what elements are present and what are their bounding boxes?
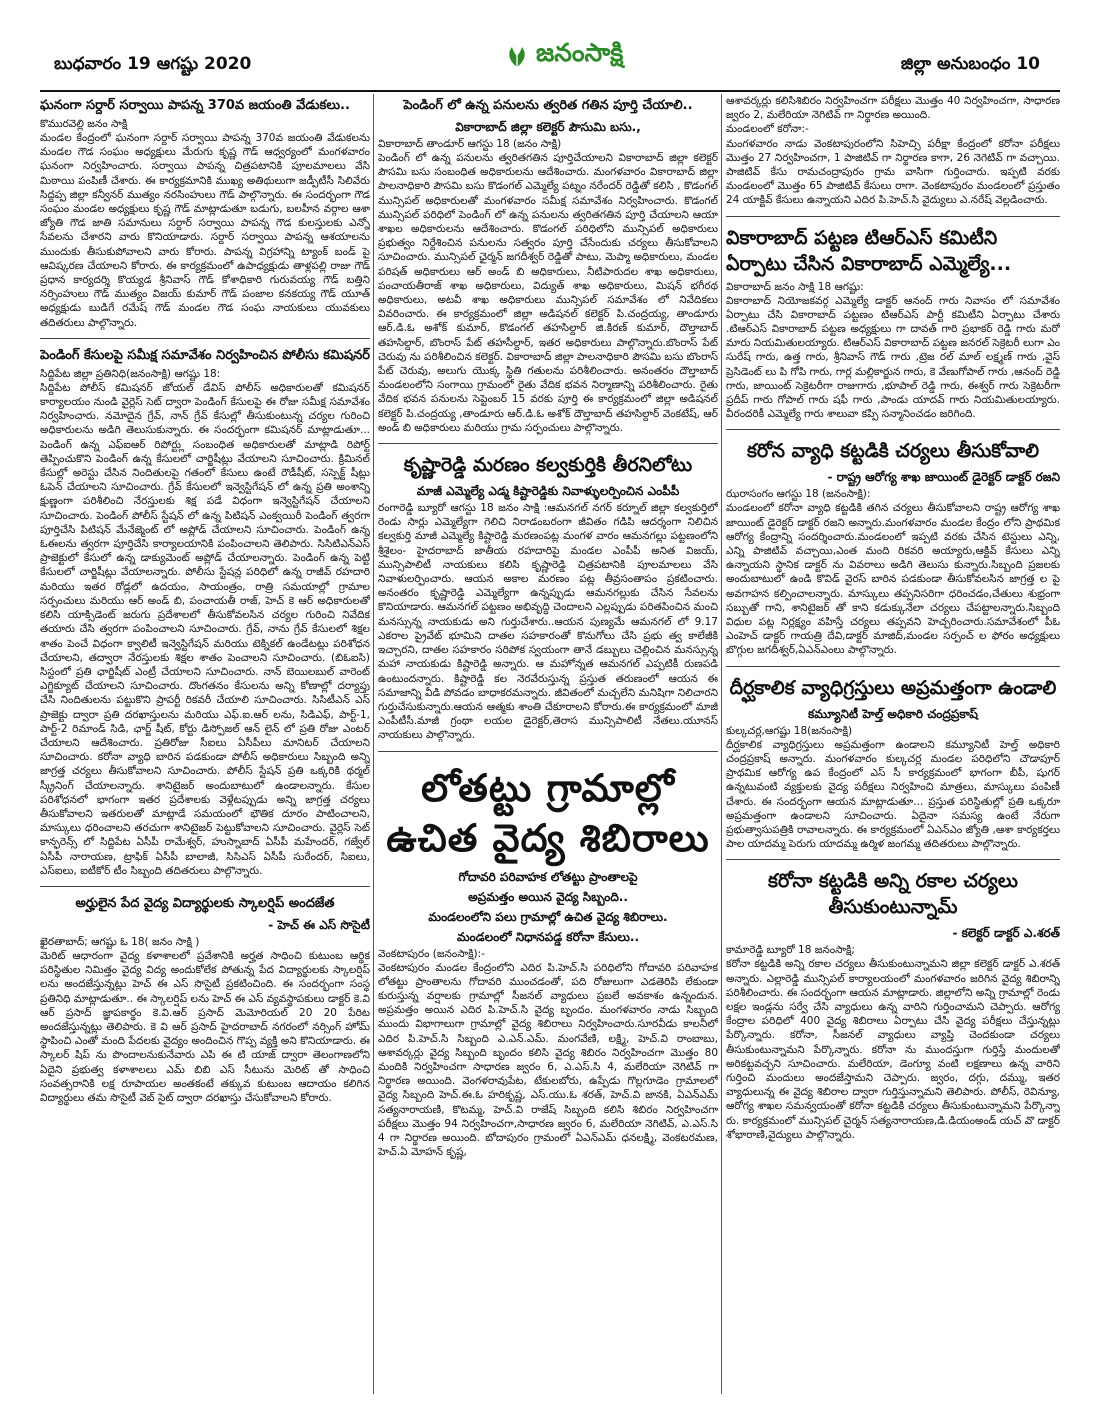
article-byline: - హెచ్ ఈ ఎస్ సొసైటీ xyxy=(268,917,370,932)
column-rule xyxy=(721,94,722,1394)
article-body: మండల కేంద్రంలో ఘనంగా సర్దార్ సర్వాయి పాపన్న 370వ జయంతి వేడుకలను మండల గౌడ సంఘం అధ్యక్షులు మేరుగు కృష్ణ గౌడ్ ఆధ్వర్యంలో మంగళవారం ఘనంగా నిర్వహించారు. సర్వాయి పాపన్న చిత్రపటానికి పూలమాలలు వేసి మిఠాయి పంపిణీ చేశారు. ఈ కార్యక్రమానికి ముఖ్య అతిథులుగా జడ్పీటీసీ సిలివేరు సిద్దప్ప జిల్లా కన్వీనర్ ముత్యం నరసింహులు గౌడ్ పాల్గొన్నారు. ఈ సందర్భంగా గౌడ సంఘం మండల అధ్యక్షులు కృష్ణ గౌడ్ మాట్లాడుతూ బడుగు, బలహీన వర్గాల ఆశా జ్యోతి గౌడ జాతి సమానులు సర్దార్ సర్వాయి పాపన్న గౌడ కులస్తులకు ఎన్నో సేవలను చేశారని వారు కొనియాడారు. సర్దార్ సర్వాయి పాపన్న ఆశయాలను ముందుకు తీసుకుపోవాలని వారు కోరారు. పాపన్న విగ్రహాన్ని ట్యాంక్ బండ్ పై ఆవిష్కరణ చేయాలని కోరారు. ఈ కార్యక్రమంలో ఉపాధ్యక్షుడు తాళ్లపల్లి రాజు గౌడ్ ప్రధాన కార్యదర్శి కొయ్యడ శ్రీనివాస్ గౌడ్ కోశాధికారి గురువయ్య గౌడ్ బత్తిని నర్సింహులు గౌడ్ ముత్యం విజయ్ కుమార్ గౌడ్ పంజాల కనకయ్య గౌడ్ యూత్ అధ్యక్షుడు బుడిగే రమేష్ గౌడ్ మండల గౌడ సంఘ నాయకులు యువకులు తదితరులు పాల్గొన్నారు. xyxy=(40,132,370,329)
article-divider xyxy=(726,859,1060,860)
article-body: రంగారెడ్డి బ్యూరో ఆగస్టు 18 జనం సాక్షి :ఆమనగల్ నగర్ కర్నూల్ జిల్లా కల్వకుర్తిలో రెండు సార్లు ఎమ్మెల్యేగా గెలిచి నిరాడంబరంగా జీవితం గడిపి ఆదర్శంగా నిలిచిన కల్వకుర్తి మాజీ ఎమ్మెల్యే కిష్టారెడ్డి మరణంపట్ల మంగళ వారం ఆమనగల్లు పట్టణంలోని శ్రీశైలం- హైదరాబాద్ జాతీయ రహదారిపై మండల ఎంపీపీ అనిత విజయ్, మున్సిపాలిటీ నాయకులు కలిసి కృష్ణారెడ్డి చిత్రపటానికి పూలమాలలు వేసి నివాళులర్పించారు. ఆయన అకాల మరణం పట్ల తీవ్రసంతాపం ప్రకటించారు. అనంతరం కృష్ణారెడ్డి ఎమ్మెల్యేగా ఉన్నప్పుడు ఆమనగల్లుకు చేసిన సేవలను కొనియాడారు. ఆమనగల్ పట్టణం అభివృద్ధి చెందాలని ఎల్లప్పుడు పరితపించిన మంచి మనస్సున్న నాయకుడు అని గుర్తుచేశారు..ఆయన పుణ్యమే ఆమనగల్ లో 9.17 ఎకరాల ప్రైవేట్ భూమిని దాతల సహకారంతో కొనుగోలు చేసి ప్రభు త్వ కాలేజీకి ఇచ్చారని, దాతల సహకారం సరిపోక స్వయంగా తానే డబ్బులు చెల్లించిన మనస్సున్న మహా నాయకుడు కిష్టారెడ్డి అన్నారు. ఆ మహోన్నత ఆమనగల్ ఎప్పటికీ రుణపడి ఉంటుందన్నారు. కిష్టారెడ్డి కల నెరవేరుస్తున్న ప్రస్తుత తరుణంలో ఆయన ఈ సమాజాన్ని వీడి పోవడం బాధాకరమన్నారు. జీవితంలో మచ్చలేని మనిషిగా నిలిచారని గుర్తుచేసుకున్నారు.ఆయన ఆత్మకు శాంతి చేకూరాలని కోరారు.ఈ కార్యక్రమంలో మాజీ ఎంపీటీసీ.మాజీ గ్రంథా లయల డైరెక్టర్,తెరాస మున్సిపాలిటీ నేతలు.యూనస్ నాయకులు పాల్గొన్నారు. xyxy=(378,502,718,742)
article-divider xyxy=(726,429,1060,430)
article-subhead: కమ్యూనిటీ హెల్త్ అధికారి చంద్రప్రకాష్ xyxy=(808,706,978,721)
article-headline: కరోనా కట్టడికి అన్ని రకాల చర్యలు తీసుకుంటున్నామ్ xyxy=(768,870,1018,919)
article-byline: - రాష్ట్ర ఆరోగ్య శాఖ జాయింట్ డైరెక్టర్ డాక్టర్ రజని xyxy=(827,470,1060,485)
article-headline: కరోన వ్యాధి కట్టడికి చర్యలు తీసుకోవాలి xyxy=(746,440,1040,463)
article-body: దీర్ఘకాలిక వ్యాధిగ్రస్తులు అప్రమత్తంగా ఉండాలని కమ్యూనిటీ హెల్త్ అధికారి చంద్రప్రకాష్ అన్నారు. మంగళవారం కుల్కచర్ల మండల పరిధిలోని చౌడాపూర్ ప్రాథమిక ఆరోగ్య ఉప కేంద్రంలో ఎస్ సీ కార్యక్రమంలో భాగంగా బీపీ, షుగర్ ఉన్నటువంటి వ్యక్తులకు వైద్య పరీక్షలు నిర్వహించి మాత్రలు, మాస్కులు పంపిణీ చేశారు. ఈ సందర్భంగా ఆయన మాట్లాడుతూ... ప్రస్తుత పరిస్థితుల్లో ప్రతి ఒక్కరూ అప్రమత్తంగా ఉండాలని సూచించారు. ఏదైనా సమస్య ఉంటే నేరుగా ప్రభుత్వాసుపత్రికి రావాలన్నారు. ఈ కార్యక్రమంలో ఏఎన్ఎం జ్యోతి ,ఆశా కార్యకర్తలు పాల యాదమ్మ పెరుగు యాదమ్మ ఉర్మిళ జంగమ్మ తదితరులు పాల్గొన్నారు. xyxy=(726,738,1060,851)
article-pending-works xyxy=(378,94,718,435)
article-trs-committee xyxy=(726,222,1060,422)
article-police-review xyxy=(40,344,370,878)
article-headline: పెండింగ్ లో ఉన్న పనులను త్వరిత గతిన పూర్తి చేయాలి.. xyxy=(403,98,693,113)
article-dateline: కొమురవెల్లి జనం సాక్షి xyxy=(40,118,128,130)
banner-headline xyxy=(378,757,718,867)
article-dateline: కుల్కచర్ల,ఆగష్టు 18(జనంసాక్షి) xyxy=(726,724,853,737)
article-krishna-reddy xyxy=(378,449,718,742)
banner-line-1: లోతట్టు గ్రామాల్లో xyxy=(421,765,675,810)
newspaper-logo xyxy=(504,38,623,74)
article-corona-control xyxy=(726,435,1060,657)
article-dateline: సిద్దిపేట జిల్లా ప్రతినిధి(జనంసాక్షి) ఆగష్టు 18: xyxy=(40,367,221,380)
logo-text: జనంసాక్షి xyxy=(536,38,624,67)
leaf-logo-icon xyxy=(504,43,530,69)
column-rule xyxy=(373,94,374,1394)
article-body: మంగళవారం నాడు వెంకటాపురంలోని సిహెచ్సి పరీక్షా కేంద్రంలో కరోనా పరీక్షలు మొత్తం 27 నిర్వహించగా, 1 పాజిటివ్ గా నిర్థారణ కాగా, 26 నెగెటివ్ గా వచ్చాయి. పాజిటివ్ కేసు రామచంద్రాపురం గ్రామ వాసిగా గుర్తించారు. ఇప్పటి వరకు మండలంలో మొత్తం 65 పాజిటివ్ కేసులు రాగా. వెంకటాపురం మండలంలో ప్రస్తుతం 24 యాక్టివ్ కేసులు ఉన్నాయని ఎదిర పి.హెచ్.సి వైద్యులు ఎ.నరేష్ వెల్లడించారు. xyxy=(726,137,1060,207)
article-body: సిద్దిపేట పోలీస్ కమిషనర్ జోయల్ డేవిస్ పోలీస్ అధికారులతో కమిషనర్ కార్యాలయం నుండి వైర్లెస్ సెట్ ద్వారా పెండింగ్ కేసులపై ఈ రోజు సమీక్ష సమావేశం నిర్వహించారు. నమోదైన గ్రేవ్, నాన్ గ్రేవ్ కేసుల్లో తీసుకుంటున్న చర్యల గురించి అధికారులను అడిగి తెలుసుకున్నారు. ఈ సందర్భంగా కమిషనర్ మాట్లాడుతూ... పెండింగ్ ఉన్న ఎఫ్ఐఆర్ రిపోర్ట్లు సంబంధిత అధికారులతో మాట్లాడి రిపోర్ట్ తెప్పించుకొని పెండింగ్ ఉన్న కేసులలో చార్జిషీట్లు వేయాలని సూచించారు. క్రిమినల్ కేసుల్లో అరెస్టు చేసిన నిందితులపై గతంలో కేసులు ఉంటే రౌడీషీట్, సస్పెక్ట్ షీట్లు ఓపెన్ చేయాలని సూచించారు. గ్రేవ్ కేసులలో ఇన్వెస్టిగేషన్ లో ఉన్న ప్రతి అంశాన్ని క్షుణ్ణంగా పరిశీలించి నేరస్తులకు శిక్ష పడే విధంగా ఇన్వెస్టిగేషన్ చేయాలని సూచించారు. పెండింగ్ పోలీస్ స్టేషన్ లో ఉన్న పిటిషన్ ఎంక్వయిరీ పెండింగ్ త్వరగా పూర్తిచేసి పిటిషన్ మేనేజ్మెంట్ లో అప్లోడ్ చేయాలని సూచించారు. పెండింగ్ ఉన్న ఓఈలను త్వరగా పూర్తిచేసి కార్యాలయానికి పంపించాలని తెలిపారు. సిసిటిఎన్ఎస్ ప్రాజెక్టులో కేసులో ఉన్న డాక్యుమెంట్ అప్లోడ్ చేయాలన్నారు. పెండింగ్ ఉన్న పెట్టి కేసులలో చార్జిషీట్లు వేయాలన్నారు. పోలీసు స్టేషన్ల పరిధిలో ఉన్న రాజీవ్ రహదారి మరియు ఇతర రోడ్లలో ఉదయం, సాయంత్రం, రాత్రి సమయాల్లో గ్రామాల సర్పంచులు మరియు ఆర్ అండ్ బి, పంచాయతీ రాజ్, హెచ్ కె ఆర్ అధికారులతో కలిసి యాక్సిడెంట్ జరుగు ప్రదేశాలలో తీసుకోవలసిన చర్యల గురించి నివేదిక తయారు చేసి త్వరగా పంపించాలని సూచించారు. గ్రేవ్, నాను గ్రేవ్ కేసులలో శిక్షల శాతం పెంచే విధంగా క్వాలిటీ ఇన్వెస్టిగేషన్ మరియు టెక్నికల్ ఉండేటట్లు పరిశోధన చేయాలని, తద్వారా నేరస్తులకు శిక్షల శాతం పెంచాలని సూచించారు. (బిఓఐసి) సిస్టంలో ప్రతి ఛార్జిషీట్ ఎంట్రీ చేయాలని సూచించారు. నాన్ బెయిలబుల్ వారెంట్ ఎగ్జిక్యూట్ చేయాలని సూచించారు. దొంగతనం కేసులను అన్ని కోణాల్లో దర్యాప్తు చేసి నిందితులను పట్టుకొని ప్రాపర్టీ రికవరీ చేయాలి సూచించారు. సిసిటీఎన్ ఎస్ ప్రాజెక్టు ద్వారా ప్రతి దరఖాస్తులను మరియు ఎఫ్.ఐ.ఆర్ లను, సిడిఎఫ్, పార్ట్-1, పార్ట్-2 రిమాండ్ సిడి, ఛార్జ్ షీట్, కోర్టు డిస్పోజల్ ఆన్ లైన్ లో ప్రతి రోజు ఎంటర్ చేయాలని ఆదేశించారు. ప్రతిరోజు సీఐలు ఏసీపీలు మానిటర్ చేయాలని సూచించారు. కరోనా వ్యాధి బారిన పడకుండా పోలీస్ అధికారులు సిబ్బంది అన్ని జాగ్రత్త చర్యలు తీసుకోవాలని సూచించారు. పోలీస్ స్టేషన్ ప్రతి ఒక్కరికి థర్మల్ స్క్రీనింగ్ చేయాలన్నారు. శానిటైజర్ అందుబాటులో ఉండాలన్నారు. కేసుల పరిశోధనలో భాగంగా ఇతర ప్రదేశాలకు వెళ్లేటప్పుడు అన్ని జాగ్రత్త చర్యలు తీసుకోవాలని ఇతరులతో మాట్లాడే సమయంలో భౌతిక దూరం పాటించాలని, మాస్కులు ధరించాలని తరచుగా శానిటైజర్ పెట్టుకోవాలని సూచించారు. వైర్లెస్ సెట్ కాన్ఫరెన్స్ లో సిద్దిపేట ఏసీపీ రామేశ్వర్, హుస్నాబాద్ ఏసీపీ మహేందర్, గజ్వేల్ ఏసీపీ నారాయణ, ట్రాఫిక్ ఏసీపీ బాలాజీ, సిసిఎస్ ఏసీపీ సురేందర్, సిఐలు, ఎస్ఐలు, ఐటీకోర్ టీం సిబ్బంది తదితరులు పాల్గొన్నారు. xyxy=(40,381,370,877)
article-body: వెంకటాపురం మండల కేంద్రంలోని ఎదిర పి.హెచ్.సి పరిధిలోని గోదావరి పరివాహక లోతట్టు ప్రాంతాలను గోదావరి ముంచడంతో, పది రోజులుగా ఎడతెరిపి లేకుండా కురుస్తున్న వర్షాలకు గ్రామాల్లో సీజనల్ వ్యాధులు ప్రబలే అవకాశం ఉన్నందున. అప్రమత్తం అయిన ఎదిర పి.హెచ్.సి వైద్య బృందం. మంగళవారం నాడు సిబ్బంది ముందు విభాగాలుగా గ్రామాల్లో వైద్య శిబిరాలు నిర్వహించారు.సూరవీడు కాలనీలో ఎదిర పి.హెచ్.సి సిబ్బంది ఎ.ఎన్.ఎమ్. మంగవేణి, లక్ష్మి, హెచ్.వి రాంబాబు, ఆశావర్కర్లు వైద్య సిబ్బంది బృందం కలిసి వైద్య శిబిరం నిర్వహించగా మొత్తం 80 మందికి నిర్వహించగా సాధారణ జ్వరం 6, ఎ.ఎస్.సి 4, మలేరియా నెగిటివ్ గా నిర్థారణ అయింది. వెంగళరావుపేట, టేకులబోరు, ఉప్పేడు గొల్లగూడెం గ్రామాలలో వైద్య సిబ్బంది హెచ్.ఈ.ఓ హరికృష్ణ, ఎస్.యు.ఓ శరత్, హెచ్.వి జానకి, ఏఎన్ఎమ్ సత్యనారాయణి, కొటమ్మ, హెచ్.వి రాజేష్ సిబ్బంది కలిసి శిబిరం నిర్వహించగా పరీక్షలు మొత్తం 94 నిర్వహించగా,సాధారణ జ్వరం 6, మలేరియా నెగిటివ్, ఎ.ఎస్.సి 4 గా నిర్థారణ అయింది. బోదాపురం గ్రామంలో ఏఎన్ఎమ్ ధనలక్ష్మి, వెంకటరమణ, హెచ్.ఏ మోహన్ కృష్ణ, xyxy=(378,961,718,1159)
article-subhead: మాజీ ఎమ్మెల్యే ఎడ్మ కిష్టారెడ్డికు నివాళ్ళులర్పించిన ఎంపీపీ xyxy=(416,484,680,499)
article-divider xyxy=(40,338,370,339)
column-2 xyxy=(378,94,718,1404)
article-divider xyxy=(378,443,718,444)
masthead xyxy=(40,26,1060,92)
article-dateline: వికారాబాద్ జనం సాక్షి 18 ఆగష్టు: xyxy=(726,280,864,293)
issue-date: బుధవారం 19 ఆగష్టు 2020 xyxy=(54,54,252,74)
deck-line: మండలంలో నిధానపడ్డ కరోనా కేసులు.. xyxy=(456,929,640,944)
article-body: ఆశావర్కర్లు కలిసిశిబిరం నిర్వహించగా పరీక్షలు మొత్తం 40 నిర్వహించగా, సాధారణ జ్వరం 2, మలేరియా నెగిటివ్ గా నిర్థారణ అయింది. xyxy=(726,95,1060,122)
article-headline: అర్హులైన పేద వైద్య విద్యార్థులకు స్కాలర్షిప్ అందజేత xyxy=(75,895,335,911)
article-headline: పెండింగ్ కేసులపై సమీక్ష సమావేశం నిర్వహించిన పోలీసు కమిషనర్ xyxy=(40,347,370,363)
article-body: మండలంలో కరోనా:- xyxy=(726,123,809,136)
article-dateline: వెంకటాపురం (జనంసాక్షి):- xyxy=(378,947,485,960)
banner-line-2: ఉచిత వైద్య శిబిరాలు xyxy=(386,815,710,860)
article-body: వికారాబాద్ నియోజకవర్గ ఎమ్మెల్యే డాక్టర్ ఆనంద్ గారు నివాసం లో సమావేశం ఏర్పాటు చేసి వికారాబాద్ పట్టణం టిఆర్ఎస్ పార్టీ కమిటీని ఏర్పాటు చేశారు .టిఆర్ఎస్ వికారాబాద్ పట్టణ అధ్యక్షులు గా దావత్ గారి ప్రభాకర్ రెడ్డి గారు మరో మారు నియమితులయ్యారు. టిఆర్ఎస్ వికారాబాద్ పట్టణ జనరల్ సెక్రెటరీ లుగా ఎం సురేష్ గారు, ఉత్త గారు, శ్రీనివాస్ గౌడ్ గారు ,ట్రెజ రల్ మాల్ లక్ష్మణ్ గారు ,వైస్ ప్రెసిడెంట్ లు పి గోపి గారు, గార్ల మల్లికార్జున గారు, కె వేణుగోపాల్ గారు ,ఆనంద్ రెడ్డి గారు, జాయింట్ సెక్రెటరీగా రాజుగారు ,భూపాల్ రెడ్డి గారు, ఈశ్వర్ గారు సెక్రెటరీగా ప్రదీప్ గారు గోపాల్ గారు షఫీ గారు ,పాండు యాదవ్ గారు నియమితులయ్యారు. వీరందరికీ ఎమ్మెల్యే గారు శాలువా కప్పి సన్మానించడం జరిగింది. xyxy=(726,294,1060,421)
article-dateline: ఖైరతాబాద్; ఆగష్టు ఓ 18( జనం సాక్షి ) xyxy=(40,935,200,948)
article-divider xyxy=(726,666,1060,667)
deck-line: అప్రమత్తం అయిన వైద్య సిబ్బంది.. xyxy=(468,889,628,904)
article-divider xyxy=(40,886,370,887)
article-dateline: కామారెడ్డి బ్యూరో 18 జనంసాక్షి; xyxy=(726,944,855,957)
article-scholarship xyxy=(40,892,370,1105)
article-subhead: వికారాబాద్ జిల్లా కలెక్టర్ పౌసుమి బసు., xyxy=(455,120,641,134)
deck-line: మండలంలోని పలు గ్రామాల్లో ఉచిత వైద్య శిబిరాలు. xyxy=(428,909,668,924)
deck-line: గోదావరి పరివాహక లోతట్టు ప్రాంతాలపై xyxy=(458,869,638,884)
article-chronic-patients xyxy=(726,672,1060,852)
article-papanna-jayanti xyxy=(40,94,370,330)
column-1 xyxy=(40,94,370,1404)
section-page-label: జిల్లా అనుబంధం 10 xyxy=(900,54,1040,74)
column-3 xyxy=(726,94,1060,1404)
article-body: పెండింగ్ లో ఉన్న పనులను త్వరితగతిన పూర్తిచేయాలని వికారాబాద్ జిల్లా కలెక్టర్ పౌసమి బసు సంబంధిత అధికారులను ఆదేశించారు. మంగళవారం వికారాబాద్ జిల్లా పాలనాధికారి పౌసమి బసు కొడంగల్ ఎమ్మెల్యే పట్నం నరేందర్ రెడ్డితో కలిసి , కొడంగల్ మున్సిపల్ అధికారులతో మంగళవారం సమీక్ష సమావేశం నిర్వహించారు. కొడంగల్ మున్సిపల్ పరిధిలో పెండింగ్ లో ఉన్న పనులను త్వరితగతిన పూర్తి చేయాలని ఆయా శాఖల అధికారులను ఆదేశించారు. కొడంగల్ పరిధిలోని మున్సిపల్ అధికారులు ప్రభుత్వం నిర్దేశించిన పనులను సత్వరం పూర్తి చేసేందుకు చర్యలు తీసుకోవాలని సూచించారు. మున్సిపల్ ఛైర్మన్ జగదీశ్వర్ రెడ్డితో పాటు, మెప్మా అధికారులు, మండల పరిషత్ అధికారులు ఆర్ అండ్ బి అధికారులు, నీటిపారుదల శాఖ అధికారులు, పంచాయతీరాజ్ శాఖ అధికారులు, విద్యుత్ శాఖ అధికారులు, మిషన్ భగీరథ అధికారులు, అటవీ శాఖ అధికారులు మున్సిపల్ సమావేశం లో నివేదికలు వివరించారు. ఈ కార్యక్రమంలో జిల్లా అడిషనల్ కలెక్టర్ పి.చంద్రయ్య, తాండూరు ఆర్.డి.ఓ అశోక్ కుమార్, కొడంగల్ తహసిల్దార్ జి.కిరణ్ కుమార్, దౌల్తాబాద్ తహసిల్దార్, బొంరాస్ పేట్ తహసీల్దార్, ఇతర అధికారులు పాల్గొన్నారు.బొంరాస్ పేట్ చెరువు ను పరిశీలించిన కలెక్టర్. వికారాబాద్ జిల్లా పాలనాధికారి పౌసమి బసు బొంరాస్ పేట్ చెరువు, అలుగు యొక్క స్థితి గతులను పరిశీలించారు. అనంతరం దౌల్తాబాద్ మండలంలోని సంగాయి గ్రామంలో రైతు వేదిక భవన నిర్మాణాన్ని పరిశీలించారు. రైతు వేదిక భవన పనులను సెప్టెంబర్ 15 వరకు పూర్తి ఈ కార్యక్రమంలో జిల్లా అడిషనల్ కలెక్టర్ పి.చంద్రయ్య ,తాండూరు ఆర్.డి.ఓ అశోక్ దౌల్తాబాద్ తహసిల్దార్ వెంకటేష్, ఆర్ అండ్ బి అధికారులు మరియు గ్రామ సర్పంచులు పాల్గొన్నారు. xyxy=(378,152,718,434)
article-body: మండలంలో కరోనా వ్యాధి కట్టడికి తగిన చర్యలు తీసుకోవాలని రాష్ట్ర ఆరోగ్య శాఖ జాయింట్ డైరెక్టర్ డాక్టర్ రజని అన్నారు.మంగళవారం మండల కేంద్రం లోని ప్రాథమిక ఆరోగ్య కేంద్రాన్ని సందర్శించారు.మండలంలో ఇప్పటి వరకు చేసిన టెస్టులు ఎన్ని, ఎన్ని పాజిటివ్ వచ్చాయి,ఎంత మంది రికవరి అయ్యారు,ఆక్టివ్ కేసులు ఎన్ని ఉన్నాయని స్థానిక డాక్టర్ ను వివరాలు అడిగి తెలుసు కున్నారు.సిబ్బంది ప్రజలకు అందుబాటులో ఉండి కొవిడ్ వైరస్ బారిన పడకుండా తీసుకోవలసిన జాగ్రత్త ల పై అవగాహన కల్పించాలన్నారు. మాస్కులు తప్పనిసరిగా ధరించడం,చేతులు శుభ్రంగా సబ్బుతో గాని, శానిటైజర్ తో కాని కడుక్కునేలా చర్యలు చేపట్టాలన్నారు.సిబ్బంది విధుల పట్ల నిర్లక్ష్యం వహిస్తే చర్యలు తప్పవని హెచ్చరించారు.సమావేశంలో పీఓ ఎంహెచ్ డాక్టర్ గాయత్రి దేవి,డాక్టర్ మాజిద్,మండల సర్పంచ్ ల ఫోరం అధ్యక్షులు బొగ్గుల జగదీశ్వర్,ఏఎన్ఎంలు పాల్గొన్నారు. xyxy=(726,502,1060,657)
article-byline: - కలెక్టర్ డాక్టర్ ఎ.శరత్ xyxy=(952,926,1060,941)
article-headline: వికారాబాద్ పట్టణ టిఆర్ఎస్ కమిటీని ఏర్పాటు చేసిన వికారాబాద్ ఎమ్మెల్యే... xyxy=(726,226,1012,275)
article-continued xyxy=(726,94,1060,208)
article-medical-camps xyxy=(378,757,718,1160)
article-body: కరోనా కట్టడికి అన్ని రకాల చర్యలు తీసుకుంటున్నామని జిల్లా కలెక్టర్ డాక్టర్ ఎ.శరత్ అన్నారు. ఎల్లారెడ్డి మున్సిపల్ కార్యాలయంలో మంగళవారం జరిగిన వైద్య శిబిరాన్ని పరిశీలించారు. ఈ సందర్భంగా ఆయన మాట్లాడారు. జిల్లాలోని అన్ని గ్రామాల్లో రెండు లక్షల ఇండ్లను సర్వే చేసి వ్యాధులు ఉన్న వారిని గుర్తించామని చెప్పారు. ఆరోగ్య కేంద్రాల పరిధిలో 400 వైద్య శిబిరాలు ఏర్పాటు చేసి వైద్య పరీక్షలు చేస్తున్నట్లు పేర్కొన్నారు. కరోనా, సీజనల్ వ్యాధులు వ్యాప్తి చెందకుండా చర్యలు తీసుకుంటున్నామని పేర్కొన్నారు. కరోనా ను ముందస్తుగా గుర్తిస్తే మందులతో అరికట్టవచ్చని సూచించారు. మలేరియా, డెంగ్యూ వంటి లక్షణాలు ఉన్న వారిని గుర్తించి మందులు అందజేస్తామని చెప్పారు. జ్వరం, దగ్గు, దమ్ము, ఇతర వ్యాధులున్న ఈ వైద్య శిబిరాల ద్వారా గుర్తిస్తున్నామని తెలిపారు. పోలీస్, రెవిన్యూ, ఆరోగ్య శాఖల సమన్వయంతో కరోనా కట్టడికి చర్యలు తీసుకుంటున్నామని పేర్కొన్నా రు. కార్యక్రమంలో మున్సిపల్ చైర్మన్ సత్యనారాయణ,డి.డియంఅండ్ యచ్ వొ డాక్టర్ శోభారాణి,వైద్యులు పాల్గొన్నారు. xyxy=(726,958,1060,1141)
article-headline: ఘనంగా సర్దార్ సర్వాయి పాపన్న 370వ జయంతి వేడుకలు.. xyxy=(40,98,350,113)
article-headline: కృష్ణారెడ్డి మరణం కల్వకుర్తికి తీరనిలోటు xyxy=(403,454,693,477)
article-dateline: వికారాబాద్ తాండూర్ ఆగస్టు 18 (జనం సాక్షి) xyxy=(378,138,562,150)
article-collector-corona xyxy=(726,865,1060,1142)
article-dateline: ఝరాసంగం ఆగస్టు 18 (జనంసాక్షి): xyxy=(726,488,871,501)
article-divider xyxy=(378,751,718,752)
article-divider xyxy=(726,216,1060,217)
article-body: మెరిట్ ఆధారంగా వైద్య కళాశాలలో ప్రవేశానికి అర్హత సాధించి కుటుంబ ఆర్థిక పరిస్థితుల నిమిత్తం వైద్య విద్య అందుకోలేక పోతున్న పేద విద్యార్థులకు స్కాలర్షిప్ లను అందజేస్తున్నట్లు హెచ్ ఈ ఎస్ సొసైటీ ప్రకటించింది. ఈ సందర్భంగా సంస్థ ప్రతినిధి మాట్లాడుతూ.. ఈ స్కాలర్షిప్ లను హెచ్ ఈ ఎస్ వ్యవస్థాపకులు డాక్టర్ కె.వి ఆర్ ప్రసాద్ జ్ఞాపకార్థం కె.వి.ఆర్ ప్రసాద్ మెమోరియల్ 20 20 పేరిట అందజేస్తున్నట్లు తెలిపారు. కె వి ఆర్ ప్రసాద్ హైదరాబాద్ నగరంలో నర్సింగ్ హోమ్ స్థాపించి ఎంతో మంది పేదలకు వైద్యం అందించిన గొప్ప వ్యక్తి అని కొనియాడారు. ఈ స్కాలర్ షిప్ ను పొందాలనుకునేవారు ఎపి ఈ టి యాజ్ ద్వారా తెలంగాణలోని ఏదైని ప్రభుత్వ కళాశాలలు ఎమ్ బిబి ఎస్ సీటును మెరిట్ తో సాధించి సంవత్సరానికి లక్ష రూపాయల అంతకంటే తక్కువ కుటుంబ ఆదాయం కలిగిన విద్యార్థులు తమ సొసైటీ వెబ్ సైట్ ద్వారా దరఖాస్తు చేసుకోవాలని కోరారు. xyxy=(40,949,370,1104)
article-headline: దీర్ఘకాలిక వ్యాధిగ్రస్తులు అప్రమత్తంగా ఉండాలి xyxy=(729,676,1057,699)
